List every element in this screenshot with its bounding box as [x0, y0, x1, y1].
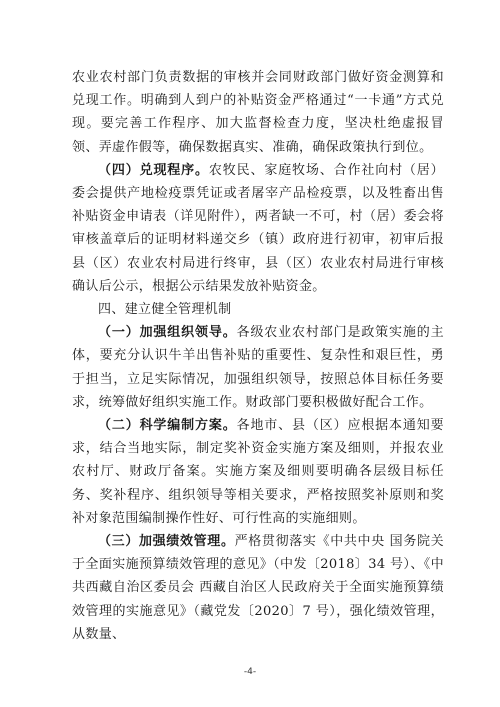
section-heading-redemption-procedure: （四）兑现程序。 [98, 162, 209, 178]
paragraph-scientific-plan-text: 各地市、县（区）应根据本通知要求，结合当地实际，制定奖补资金实施方案及细则，并报农业农村厅、财政厅备案。实施方案及细则要明确各层级目标任务、奖补程序、组织领导等相关要求，严格按照奖补原则和奖补对象范围编制操作性好、可行性高的实施细则。 [72, 418, 444, 526]
paragraph-performance-management-text: 严格贯彻落实《中共中央 国务院关于全面实施预算绩效管理的意见》（中发〔2018〕34 号）、《中共西藏自治区委员会 西藏自治区人民政府关于全面实施预算绩效管理的实施意见》（藏党发〔2020〕7 号），强化绩效管理，从数量、 [72, 534, 444, 642]
paragraph-organization-leadership-text: 各级农业农村部门是政策实施的主体，要充分认识牛羊出售补贴的重要性、复杂性和艰巨性，勇于担当，立足实际情况，加强组织领导，按照总体目标任务要求，统筹做好组织实施工作。财政部门要积极做好配合工作。 [72, 325, 444, 410]
paragraph-1 [72, 66, 444, 159]
page-number: -4- [243, 667, 257, 677]
paragraph-performance-management [72, 530, 444, 646]
paragraph-redemption-procedure-text: 农牧民、家庭牧场、合作社向村（居）委会提供产地检疫票凭证或者屠宰产品检疫票，以及牲畜出售补贴资金申请表（详见附件），两者缺一不可，村（居）委会将审核盖章后的证明材料递交乡（镇）政府进行初审，初审后报县（区）农业农村局进行终审，县（区）农业农村局进行审核确认后公示，根据公示结果发放补贴资金。 [72, 162, 444, 294]
paragraph-scientific-plan [72, 414, 444, 530]
section-heading-scientific-plan: （二）科学编制方案。 [98, 418, 237, 434]
section-heading-organization-leadership: （一）加强组织领导。 [98, 325, 237, 341]
paragraph-1-text: 农业农村部门负责数据的审核并会同财政部门做好资金测算和兑现工作。明确到人到户的补贴资金严格通过“一卡通”方式兑现。要完善工作程序、加大监督检查力度，坚决杜绝虚报冒领、弄虚作假等，确保数据真实、准确，确保政策执行到位。 [72, 70, 444, 155]
section-heading-performance-management: （三）加强绩效管理。 [98, 534, 235, 550]
chapter-heading-management-mechanism: 四、建立健全管理机制 [98, 302, 232, 318]
paragraph-redemption-procedure [72, 159, 444, 298]
paragraph-organization-leadership [72, 321, 444, 414]
document-body [72, 66, 444, 646]
